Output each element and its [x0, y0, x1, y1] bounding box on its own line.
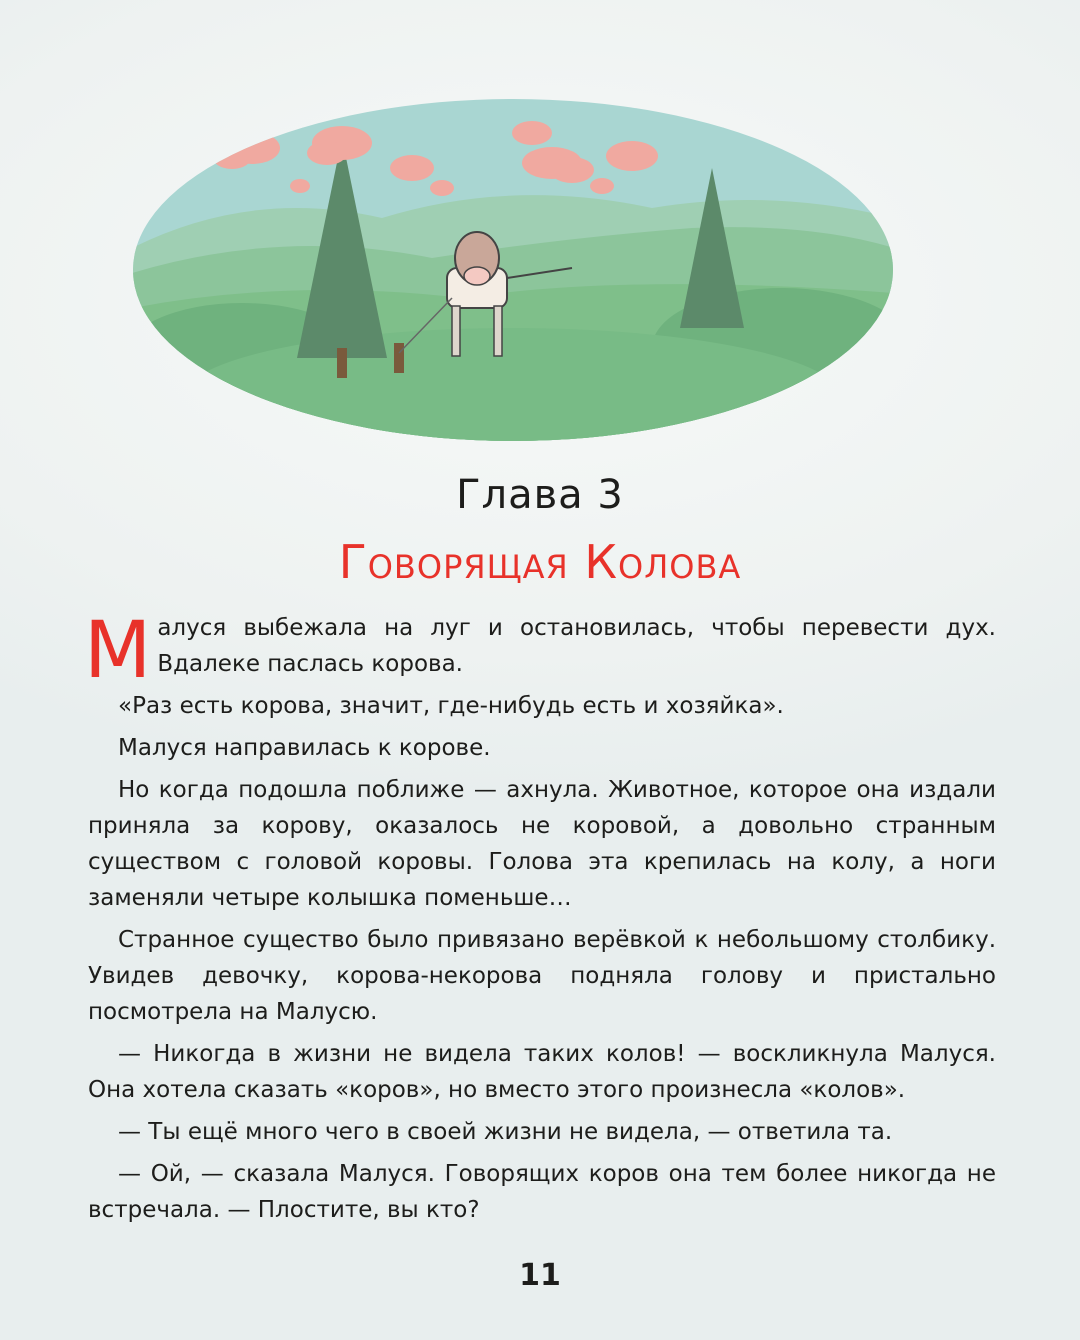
- drop-cap: М: [84, 606, 152, 696]
- paragraph: Малуся направилась к корове.: [118, 735, 491, 761]
- story-text: [84, 606, 996, 1234]
- paragraph: Но когда подошла поближе — ахнула. Животное, которое она издали приняла за корову, оказалось не коровой, а довольно странным существом с головой коровы. Голова эта крепилась на колу, а ноги заменяли четыре колышка поменьше…: [88, 777, 996, 911]
- chapter-title: Говорящая Колова: [338, 535, 742, 589]
- paragraph: Странное существо было привязано верёвкой к небольшому столбику. Увидев девочку, корова-некорова подняла голову и пристально посмотрела на Малусю.: [88, 927, 996, 1025]
- paragraph: — Ты ещё много чего в своей жизни не видела, — ответила та.: [118, 1119, 893, 1145]
- chapter-number: Глава 3: [456, 472, 624, 518]
- cow-meadow-illustration-icon: [132, 98, 894, 442]
- paragraph-text: алуся выбежала на луг и остановилась, чтобы перевести дух. Вдалеке паслась корова.: [157, 615, 996, 677]
- paragraph: — Ой, — сказала Малуся. Говорящих коров она тем более никогда не встречала. — Плостите, вы кто?: [88, 1161, 996, 1223]
- page-number: 11: [519, 1258, 561, 1293]
- paragraph: [84, 606, 996, 696]
- paragraph: «Раз есть корова, значит, где-нибудь есть и хозяйка».: [118, 693, 784, 719]
- paragraph: — Никогда в жизни не видела таких колов! — воскликнула Малуся. Она хотела сказать «коров», но вместо этого произнесла «колов».: [88, 1041, 996, 1103]
